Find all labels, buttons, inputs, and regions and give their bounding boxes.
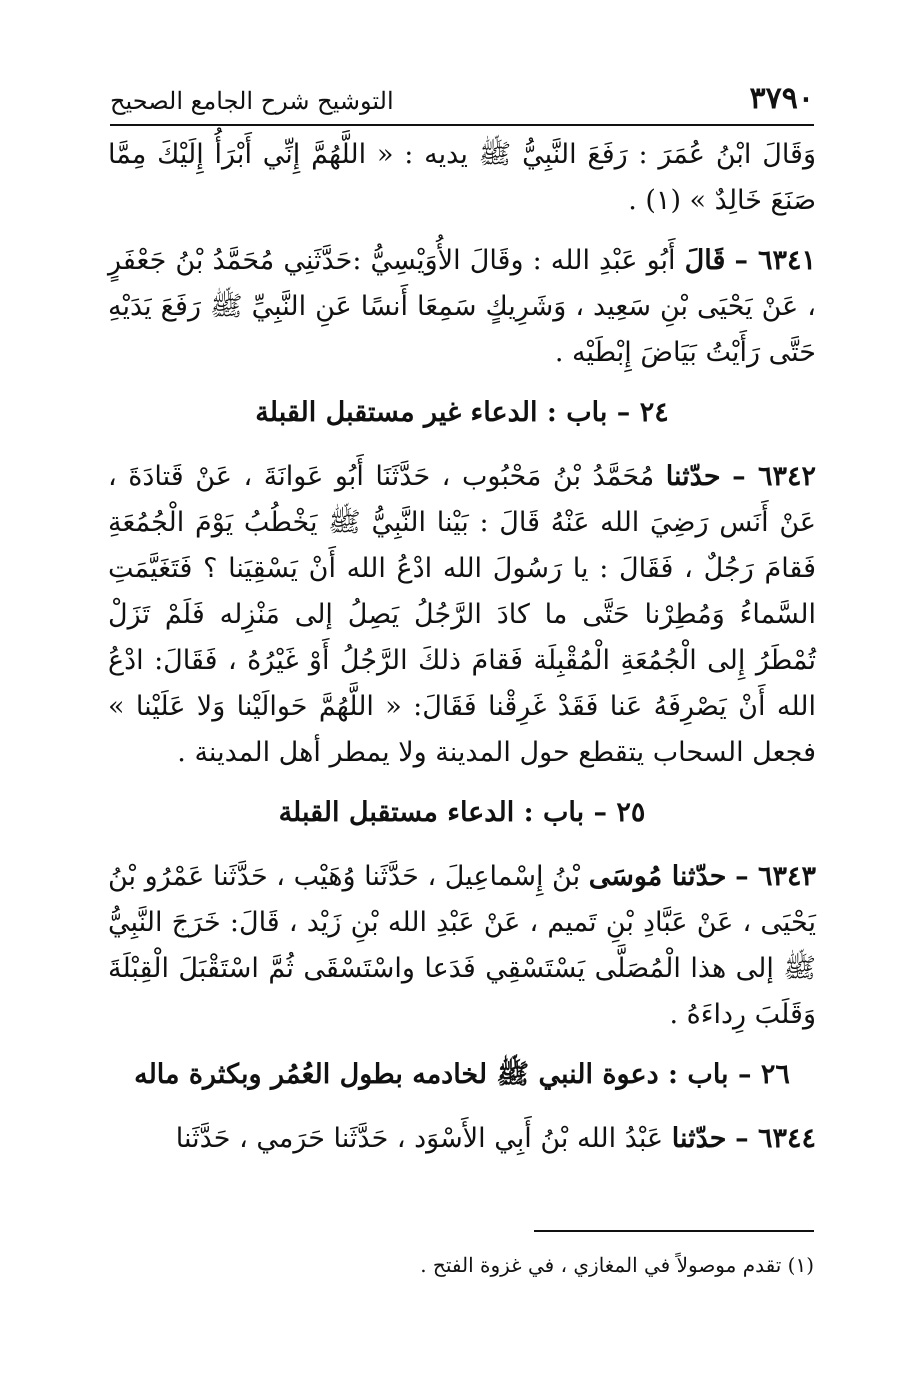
- hadith-6341: [108, 238, 816, 376]
- hadith-number: ٦٣٤٢ –: [732, 461, 816, 492]
- paragraph-ibn-umar: [108, 132, 816, 224]
- hadith-lead: قَالَ: [684, 245, 726, 276]
- page-body: [108, 132, 816, 1176]
- chapter-heading-25: ٢٥ – باب : الدعاء مستقبل القبلة: [278, 797, 646, 828]
- hadith-6343: [108, 854, 816, 1038]
- hadith-lead: حدّثنا: [665, 461, 721, 492]
- hadith-number: ٦٣٤٤ –: [735, 1123, 816, 1154]
- hadith-text: عَبْدُ الله بْنُ أَبِي الأَسْوَد ، حَدَّثَنا حَرَمي ، حَدَّثَنا: [175, 1123, 664, 1154]
- hadith-lead: حدّثنا مُوسَى: [588, 861, 727, 892]
- hadith-text: أَبُو عَبْدِ الله : وقَالَ الأُوَيْسِيُّ :حَدَّثَنِي مُحَمَّدُ بْنُ جَعْفَرٍ ، عَنْ يَحْيَى بْنِ سَعِيد ، وَشَرِيكٍ سَمِعَا أَنسًا عَنِ النَّبِيِّ ﷺ رَفَعَ يَدَيْهِ حَتَّى رَأَيْتُ بَيَاضَ إِبْطَيْه .: [108, 245, 816, 368]
- footnote-divider: [534, 1230, 814, 1232]
- hadith-number: ٦٣٤١ –: [734, 245, 816, 276]
- hadith-number: ٦٣٤٣ –: [735, 861, 816, 892]
- footnote: (١) تقدم موصولاً في المغازي ، في غزوة الفتح .: [420, 1253, 814, 1277]
- hadith-text: بْنُ إِسْماعِيلَ ، حَدَّثَنا وُهَيْب ، حَدَّثَنا عَمْرُو بْنُ يَحْيَى ، عَنْ عَبَّادِ بْنِ تَميم ، عَنْ عَبْدِ الله بْنِ زَيْد ، قَالَ: خَرَجَ النَّبِيُّ ﷺ إلى هذا الْمُصَلَّى يَسْتَسْقِي فَدَعا واسْتَسْقَى ثُمَّ اسْتَقْبَلَ الْقِبْلَةَ وَقَلَبَ رِداءَهُ .: [108, 861, 816, 1030]
- hadith-6344: [108, 1116, 816, 1162]
- page-header: [110, 80, 814, 126]
- chapter-heading-26: ٢٦ – باب : دعوة النبي ﷺ لخادمه بطول العُمُر وبكثرة ماله: [134, 1059, 790, 1090]
- running-title: التوشيح شرح الجامع الصحيح: [110, 87, 394, 115]
- hadith-6342: [108, 454, 816, 776]
- hadith-lead: حدّثنا: [671, 1123, 727, 1154]
- chapter-heading-24: ٢٤ – باب : الدعاء غير مستقبل القبلة: [255, 397, 669, 428]
- paragraph-text: وَقَالَ ابْنُ عُمَرَ : رَفَعَ النَّبِيُّ ﷺ يديه : « اللَّهُمَّ إِنِّي أَبْرَأُ إِلَيْكَ مِمَّا صَنَعَ خَالِدٌ » (١) .: [108, 139, 816, 216]
- page-number: ٣٧٩٠: [749, 81, 814, 116]
- hadith-text: مُحَمَّدُ بْنُ مَحْبُوب ، حَدَّثَنَا أَبُو عَوانَةَ ، عَنْ قَتادَةَ ، عَنْ أَنَس رَضِيَ الله عَنْهُ قَالَ : بَيْنا النَّبِيُّ ﷺ يَخْطُبُ يَوْمَ الْجُمُعَةِ فَقامَ رَجُلٌ ، فَقَالَ : يا رَسُولَ الله ادْعُ الله أَنْ يَسْقِيَنا ؟ فَتَغَيَّمَتِ السَّماءُ وَمُطِرْنا حَتَّى ما كادَ الرَّجُلُ يَصِلُ إلى مَنْزِله فَلَمْ تَزَلْ تُمْطَرُ إِلى الْجُمُعَةِ الْمُقْبِلَة فَقامَ ذلكَ الرَّجُلُ أَوْ غَيْرُهُ ، فَقَالَ: ادْعُ الله أَنْ يَصْرِفَهُ عَنا فَقَدْ غَرِقْنا فَقَالَ: « اللَّهُمَّ حَوالَيْنا وَلا عَلَيْنا » فجعل السحاب يتقطع حول المدينة ولا يمطر أهل المدينة .: [108, 461, 816, 768]
